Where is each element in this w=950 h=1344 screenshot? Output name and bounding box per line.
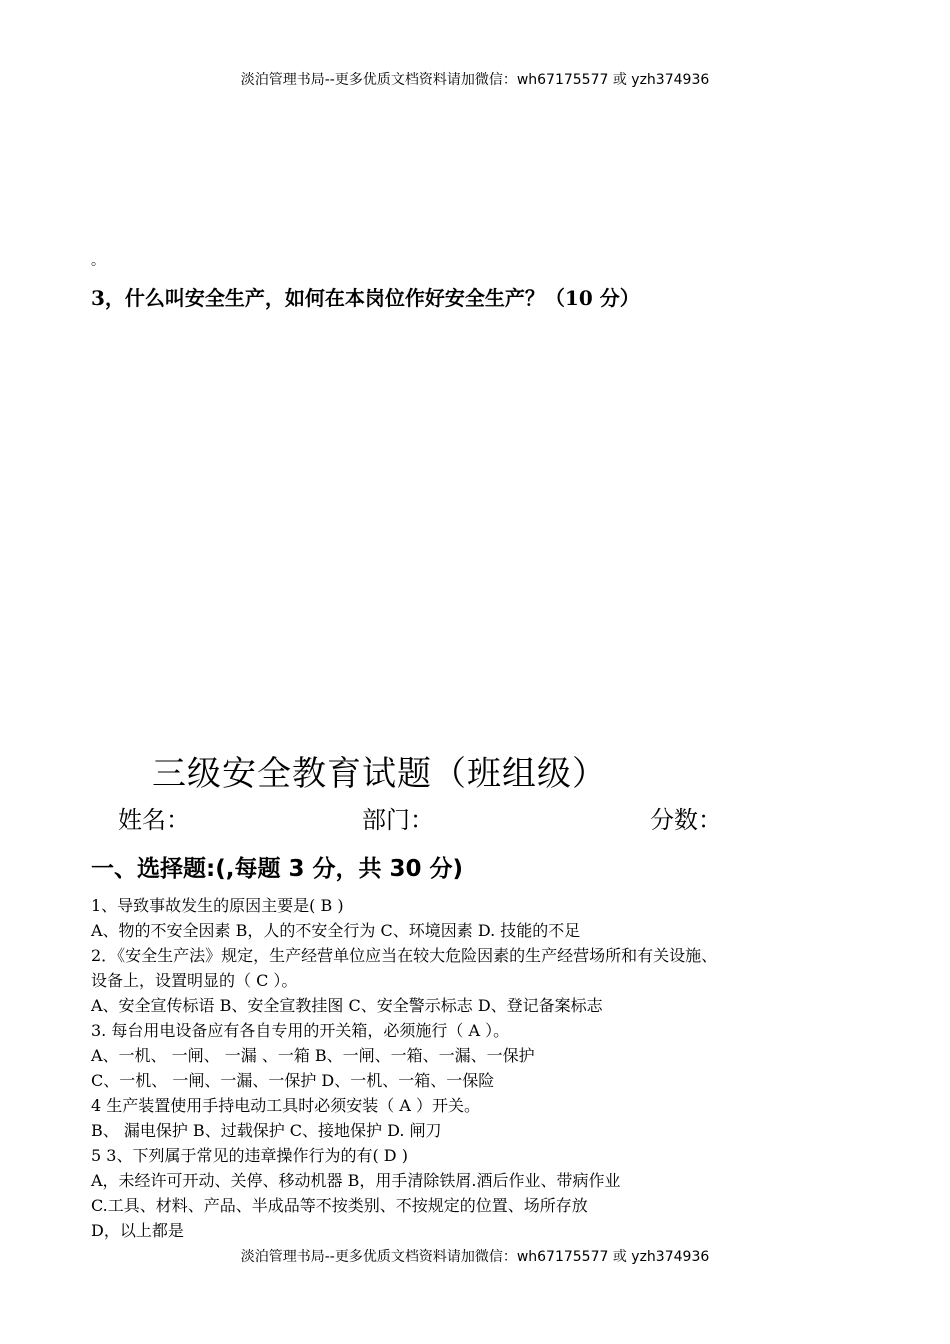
exam-title: 三级安全教育试题（班组级） (152, 754, 607, 794)
question-line: A、一机、 一闸、 一漏 、一箱 B、一闸、一箱、一漏、一保护 (91, 1046, 535, 1065)
department-label: 部门： (362, 806, 434, 834)
section-heading-choice: 一、选择题:(,每题 3 分，共 30 分) (91, 856, 463, 882)
page-header: 淡泊管理书局--更多优质文档资料请加微信：wh67175577 或 yzh374936 (240, 72, 710, 88)
question-line: 3. 每台用电设备应有各自专用的开关箱，必须施行（ A ）。 (91, 1021, 510, 1040)
question-line: 2．《安全生产法》规定，生产经营单位应当在较大危险因素的生产经营场所和有关设施、 (91, 946, 718, 965)
page-footer: 淡泊管理书局--更多优质文档资料请加微信：wh67175577 或 yzh374936 (240, 1249, 710, 1265)
question-line: B、 漏电保护 B、过载保护 C、接地保护 D. 闸刀 (91, 1121, 442, 1140)
stray-punctuation: 。 (91, 253, 105, 269)
essay-question-3: 3，什么叫安全生产，如何在本岗位作好安全生产？（10 分） (91, 286, 640, 310)
question-line: A，未经许可开动、关停、移动机器 B，用手清除铁屑.酒后作业、带病作业 (91, 1171, 621, 1190)
question-line: D，以上都是 (91, 1221, 184, 1240)
question-line: C、一机、 一闸、一漏、一保护 D、一机、一箱、一保险 (91, 1071, 495, 1090)
question-line: C.工具、材料、产品、半成品等不按类别、不按规定的位置、场所存放 (91, 1196, 588, 1215)
question-line: 5 3、下列属于常见的违章操作行为的有( D ) (91, 1146, 408, 1165)
name-label: 姓名： (118, 806, 190, 834)
question-line: A、物的不安全因素 B，人的不安全行为 C、环境因素 D. 技能的不足 (91, 921, 581, 940)
score-label: 分数： (650, 806, 722, 834)
question-line: 设备上，设置明显的（ C ）。 (91, 971, 298, 990)
question-line: A、安全宣传标语 B、安全宣教挂图 C、安全警示标志 D、登记备案标志 (91, 996, 603, 1015)
question-line: 4 生产装置使用手持电动工具时必须安装（ A ）开关。 (91, 1096, 480, 1115)
question-line: 1、导致事故发生的原因主要是( B ) (91, 896, 344, 915)
